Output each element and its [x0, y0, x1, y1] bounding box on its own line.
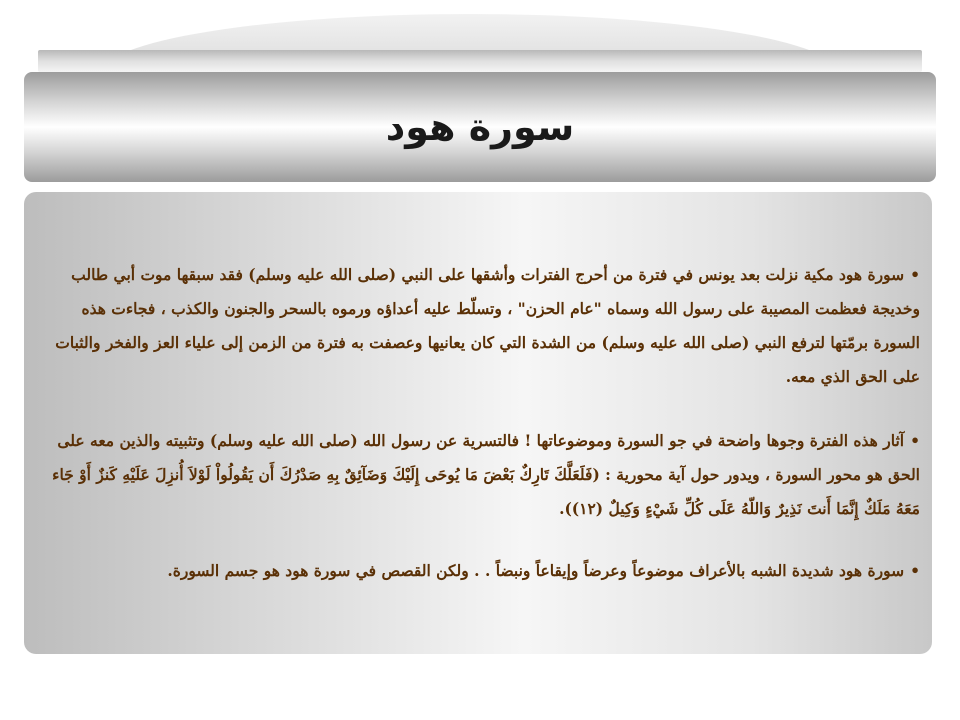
bullet-icon: • [910, 265, 920, 284]
decorative-strip [38, 50, 922, 72]
paragraph-3-text: سورة هود شديدة الشبه بالأعراف موضوعاً وعرضاً وإيقاعاً ونبضاً . . ولكن القصص في سورة هود هو جسم السورة. [167, 561, 905, 580]
paragraph-1-text: سورة هود مكية نزلت بعد يونس في فترة من أحرج الفترات وأشقها على النبي (صلى الله عليه وسلم) فقد سبقها موت أبي طالب وخديجة فعظمت المصيبة على رسول الله وسماه "عام الحزن" ، وتسلّط عليه أعداؤه ورموه بالسحر والجنون والكذب ، فجاءت هذه السورة برمّتها لترفع النبي (صلى الله عليه وسلم) من الشدة التي كان يعانيها وعصفت به فترة من الزمن إلى علياء العز والفخر والثبات على الحق الذي معه. [55, 265, 920, 386]
paragraph-1 [36, 258, 920, 394]
paragraph-2 [36, 424, 920, 526]
slide-title: سورة هود [385, 105, 575, 149]
bullet-icon: • [910, 431, 920, 450]
bullet-icon: • [910, 561, 920, 580]
paragraph-list [36, 258, 920, 618]
title-band [24, 72, 936, 182]
content-panel [24, 192, 932, 654]
paragraph-2-text: آثار هذه الفترة وجوها واضحة في جو السورة وموضوعاتها ! فالتسرية عن رسول الله (صلى الله عليه وسلم) وتثبيته والذين معه على الحق هو محور السورة ، ويدور حول آية محورية : (فَلَعَلَّكَ تَارِكٌ بَعْضَ مَا يُوحَى إِلَيْكَ وَضَآئِقٌ بِهِ صَدْرُكَ أَن يَقُولُواْ لَوْلاَ أُنزِلَ عَلَيْهِ كَنزٌ أَوْ جَاء مَعَهُ مَلَكٌ إِنَّمَا أَنتَ نَذِيرٌ وَاللّهُ عَلَى كُلِّ شَيْءٍ وَكِيلٌ (١٢)). [52, 431, 920, 518]
paragraph-3 [36, 554, 920, 588]
